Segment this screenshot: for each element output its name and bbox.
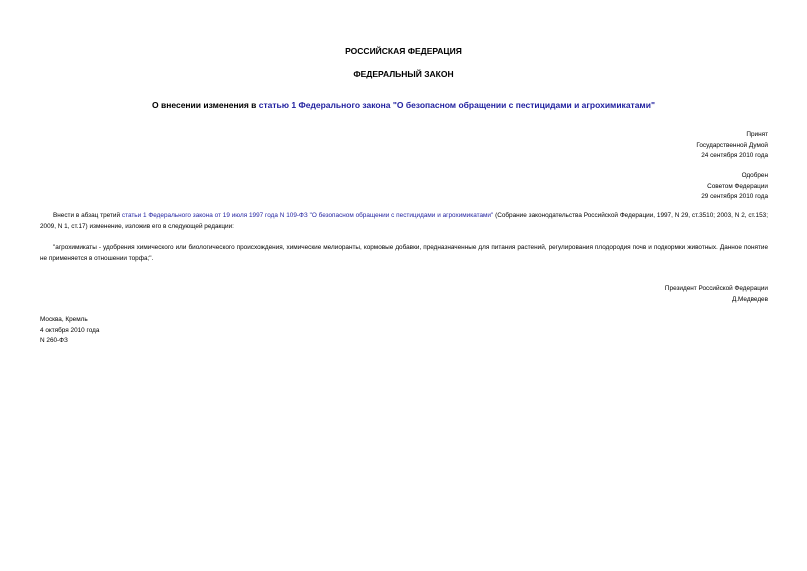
signatory-name: Д.Медведев	[731, 295, 768, 303]
accepted-label: Принят	[746, 131, 768, 138]
amendment-suffix: (Собрание законодательства Российской Федерации, 1997, N 29, ст.3510; 2003, N 2, ст.153; 2009, N 1, ст.17) изменение, изложив его в следующей редакции:	[40, 212, 768, 230]
approved-label: Одобрен	[741, 172, 768, 179]
amended-law-link[interactable]: статьи 1 Федерального закона от 19 июля 1997 года N 109-ФЗ "О безопасном обращении с пестицидами и агрохимикатами"	[121, 212, 494, 219]
accepted-date: 24 сентября 2010 года	[701, 152, 768, 159]
approved-body: Советом Федерации	[707, 182, 768, 190]
amendment-prefix: Внести в абзац третий	[53, 212, 122, 219]
law-number: N 260-ФЗ	[40, 337, 68, 344]
country-heading: РОССИЙСКАЯ ФЕДЕРАЦИЯ	[345, 46, 462, 56]
signatory-title: Президент Российской Федерации	[664, 285, 768, 292]
approved-date: 29 сентября 2010 года	[701, 193, 768, 200]
amendment-paragraph	[40, 211, 768, 232]
accepted-body: Государственной Думой	[696, 141, 768, 149]
approved-block	[701, 171, 768, 203]
accepted-block	[696, 130, 768, 162]
signature-block	[665, 284, 768, 305]
title-prefix: О внесении изменения в	[152, 100, 259, 110]
place-date-block	[40, 315, 99, 347]
document-title	[0, 100, 807, 110]
document-type-heading: ФЕДЕРАЛЬНЫЙ ЗАКОН	[353, 69, 454, 79]
new-wording-paragraph: "агрохимикаты - удобрения химического или биологического происхождения, химические мелиоранты, кормовые добавки, предназначенные для питания растений, регулирования плодородия почв и подкормки животных. Данное понятие не применяется в отношении торфа;".	[40, 244, 768, 262]
signing-place: Москва, Кремль	[40, 316, 88, 323]
signing-date: 4 октября 2010 года	[40, 326, 100, 334]
title-law-link[interactable]: статью 1 Федерального закона "О безопасном обращении с пестицидами и агрохимикатами"	[258, 100, 655, 110]
